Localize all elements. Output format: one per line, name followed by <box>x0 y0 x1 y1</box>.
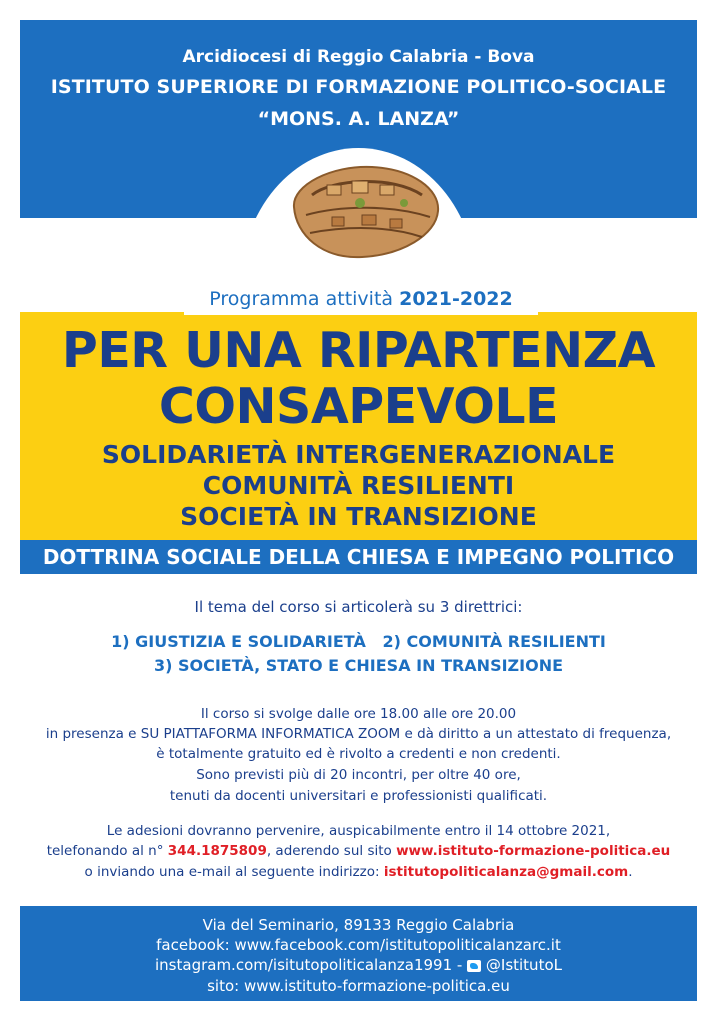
footer-twitter[interactable]: @IstitutoL <box>485 956 562 974</box>
details-line: è totalmente gratuito ed è rivolto a credenti e non credenti. <box>156 746 561 762</box>
course-intro: Il tema del corso si articolerà su 3 direttrici: <box>194 598 523 616</box>
footer-site[interactable]: sito: www.istituto-formazione-politica.eu <box>207 977 510 995</box>
footer-instagram[interactable]: instagram.com/isitutopoliticalanza1991 - <box>155 956 463 974</box>
main-title-line2: CONSAPEVOLE <box>158 378 559 435</box>
contact-line3 <box>20 864 697 880</box>
contact-end: . <box>628 864 633 880</box>
subtitle-line1: SOLIDARIETÀ INTERGENERAZIONALE <box>101 440 616 469</box>
footer-social <box>20 956 697 974</box>
contact-line2 <box>20 843 697 859</box>
twitter-icon <box>467 960 481 972</box>
subtitle-line3: SOCIETÀ IN TRANSIZIONE <box>180 502 537 531</box>
subtitle-line2: COMUNITÀ RESILIENTI <box>202 471 515 500</box>
program-years: 2021-2022 <box>399 288 513 310</box>
diocese-name: Arcidiocesi di Reggio Calabria - Bova <box>182 47 535 67</box>
email-link[interactable]: istitutopoliticalanza@gmail.com <box>383 864 629 880</box>
phone-number[interactable]: 344.1875809 <box>167 843 267 859</box>
contact-site-intro: , aderendo sul sito <box>266 843 392 859</box>
city-map-logo <box>272 155 448 265</box>
details-line: tenuti da docenti universitari e professionisti qualificati. <box>169 788 548 804</box>
details-line: Il corso si svolge dalle ore 18.00 alle ore 20.00 <box>200 706 517 722</box>
footer-address: Via del Seminario, 89133 Reggio Calabria <box>202 916 515 934</box>
directions-line1: 1) GIUSTIZIA E SOLIDARIETÀ 2) COMUNITÀ RESILIENTI <box>111 632 606 651</box>
website-link[interactable]: www.istituto-formazione-politica.eu <box>396 843 671 859</box>
footer-band <box>20 906 697 1001</box>
title-band <box>20 312 697 540</box>
contact-line1: Le adesioni dovranno pervenire, auspicabilmente entro il 14 ottobre 2021, <box>106 823 611 839</box>
details-line: Sono previsti più di 20 incontri, per oltre 40 ore, <box>196 767 521 783</box>
doctrine-band: DOTTRINA SOCIALE DELLA CHIESA E IMPEGNO POLITICO <box>20 540 697 574</box>
program-label <box>184 283 538 315</box>
contact-phone-intro: telefonando al n° <box>46 843 164 859</box>
directions-line2: 3) SOCIETÀ, STATO E CHIESA IN TRANSIZIONE <box>153 656 564 675</box>
institute-name: ISTITUTO SUPERIORE DI FORMAZIONE POLITICO-SOCIALE <box>50 76 667 98</box>
institute-subtitle: “MONS. A. LANZA” <box>257 108 460 130</box>
program-text: Programma attività <box>209 288 394 310</box>
footer-facebook[interactable]: facebook: www.facebook.com/istitutopoliticalanzarc.it <box>156 936 561 954</box>
contact-email-intro: o inviando una e-mail al seguente indirizzo: <box>84 864 380 880</box>
main-title-line1: PER UNA RIPARTENZA <box>61 322 656 379</box>
details-line: in presenza e SU PIATTAFORMA INFORMATICA ZOOM e dà diritto a un attestato di frequenza, <box>45 726 672 742</box>
